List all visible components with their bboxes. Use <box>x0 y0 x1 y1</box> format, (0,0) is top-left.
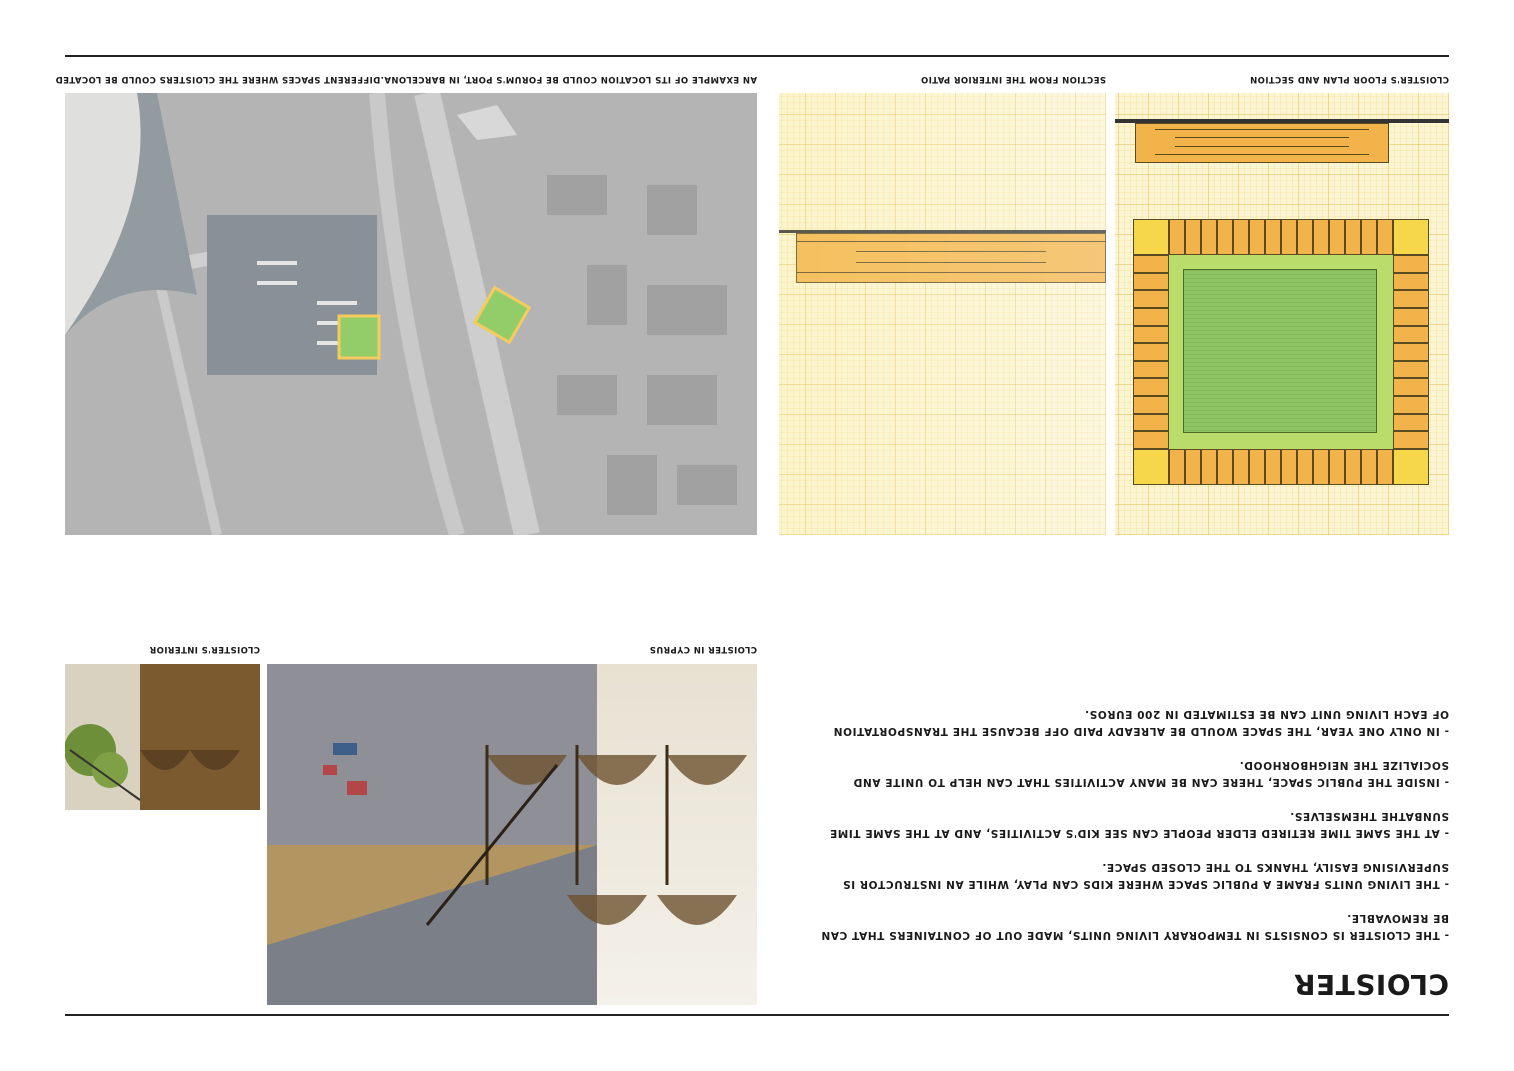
living-unit <box>1265 219 1281 255</box>
living-unit <box>1185 449 1201 485</box>
living-unit <box>1393 255 1429 273</box>
patio <box>1183 269 1377 433</box>
living-unit <box>1393 378 1429 396</box>
living-unit <box>1393 431 1429 449</box>
living-unit <box>1377 449 1393 485</box>
living-unit <box>1217 449 1233 485</box>
page-title: CLOISTER <box>1293 968 1449 1001</box>
living-unit <box>1233 219 1249 255</box>
living-unit <box>1313 219 1329 255</box>
living-unit <box>1133 343 1169 361</box>
living-unit <box>1345 219 1361 255</box>
living-unit <box>1201 219 1217 255</box>
floor-plan-drawing <box>1133 219 1429 485</box>
cyprus-photo <box>267 664 757 1005</box>
living-unit <box>1281 219 1297 255</box>
living-unit <box>1393 414 1429 432</box>
living-unit <box>1133 326 1169 344</box>
living-unit <box>1361 449 1377 485</box>
section-sheet <box>779 93 1106 535</box>
living-unit <box>1133 431 1169 449</box>
living-unit <box>1393 308 1429 326</box>
living-unit <box>1377 219 1393 255</box>
living-unit <box>1133 255 1169 273</box>
paragraph-3: - AT THE SAME TIME RETIRED ELDER PEOPLE CAN SEE KID'S ACTIVITIES, AND AT THE SAME TIME SUNBATHE THEMSELVES. <box>829 810 1449 839</box>
paragraph-1: - THE CLOISTER IS CONSISTS IN TEMPORARY LIVING UNITS, MADE OUT OF CONTAINERS THAT CAN BE REMOVABLE. <box>820 912 1449 941</box>
caption-interior: CLOISTER'S INTERIOR <box>149 644 260 654</box>
living-unit <box>1169 449 1185 485</box>
cyprus-photo-illustration <box>267 664 757 1005</box>
living-unit <box>1249 449 1265 485</box>
aerial-map-illustration <box>65 93 757 535</box>
caption-section: SECTION FROM THE INTERIOR PATIO <box>920 74 1106 84</box>
living-unit <box>1133 361 1169 379</box>
living-unit <box>1217 219 1233 255</box>
living-unit <box>1393 273 1429 291</box>
living-unit <box>1313 449 1329 485</box>
paragraph-5: - IN ONLY ONE YEAR, THE SPACE WOULD BE ALREADY PAID OFF BECAUSE THE TRANSPORTATION OF EACH LIVING UNIT CAN BE ESTIMATED IN 200 EUROS. <box>833 708 1449 737</box>
living-unit <box>1361 219 1377 255</box>
living-unit <box>1329 449 1345 485</box>
living-unit <box>1133 414 1169 432</box>
description-text <box>789 688 1449 943</box>
living-unit <box>1133 308 1169 326</box>
living-unit <box>1393 361 1429 379</box>
top-rule <box>65 1015 1449 1017</box>
living-unit <box>1393 343 1429 361</box>
living-unit <box>1185 219 1201 255</box>
bottom-rule <box>65 56 1449 58</box>
living-unit <box>1133 396 1169 414</box>
living-unit <box>1297 219 1313 255</box>
living-unit <box>1133 290 1169 308</box>
living-unit <box>1265 449 1281 485</box>
living-unit <box>1393 396 1429 414</box>
floor-plan-section <box>1135 123 1389 163</box>
living-unit <box>1233 449 1249 485</box>
aerial-map <box>65 93 757 535</box>
caption-location: AN EXAMPLE OF ITS LOCATION COULD BE FORUM'S PORT, IN BARCELONA.DIFFERENT SPACES WHERE THE CLOISTERS COULD BE LOCATED <box>55 74 757 84</box>
interior-photo <box>65 664 260 810</box>
living-unit <box>1345 449 1361 485</box>
living-unit <box>1201 449 1217 485</box>
living-unit <box>1329 219 1345 255</box>
living-unit <box>1169 219 1185 255</box>
paragraph-2: - THE LIVING UNITS FRAME A PUBLIC SPACE WHERE KIDS CAN PLAY, WHILE AN INSTRUCTOR IS SUPERVISING EASILY, THANKS TO THE CLOSED SPACE. <box>842 861 1449 890</box>
living-unit <box>1133 273 1169 291</box>
paragraph-4: - INSIDE THE PUBLIC SPACE, THERE CAN BE MANY ACTIVITIES THAT CAN HELP TO UNITE AND SOCIALIZE THE NEIGHBORHOOD. <box>853 759 1449 788</box>
living-unit <box>1249 219 1265 255</box>
living-unit <box>1393 290 1429 308</box>
living-unit <box>1393 326 1429 344</box>
interior-photo-illustration <box>65 664 260 810</box>
living-unit <box>1297 449 1313 485</box>
living-unit <box>1133 378 1169 396</box>
floor-plan-sheet <box>1115 93 1449 535</box>
living-unit <box>1281 449 1297 485</box>
caption-floor-plan: CLOISTER'S FLOOR PLAN AND SECTION <box>1249 74 1449 84</box>
caption-cyprus: CLOISTER IN CYPRUS <box>649 644 757 654</box>
